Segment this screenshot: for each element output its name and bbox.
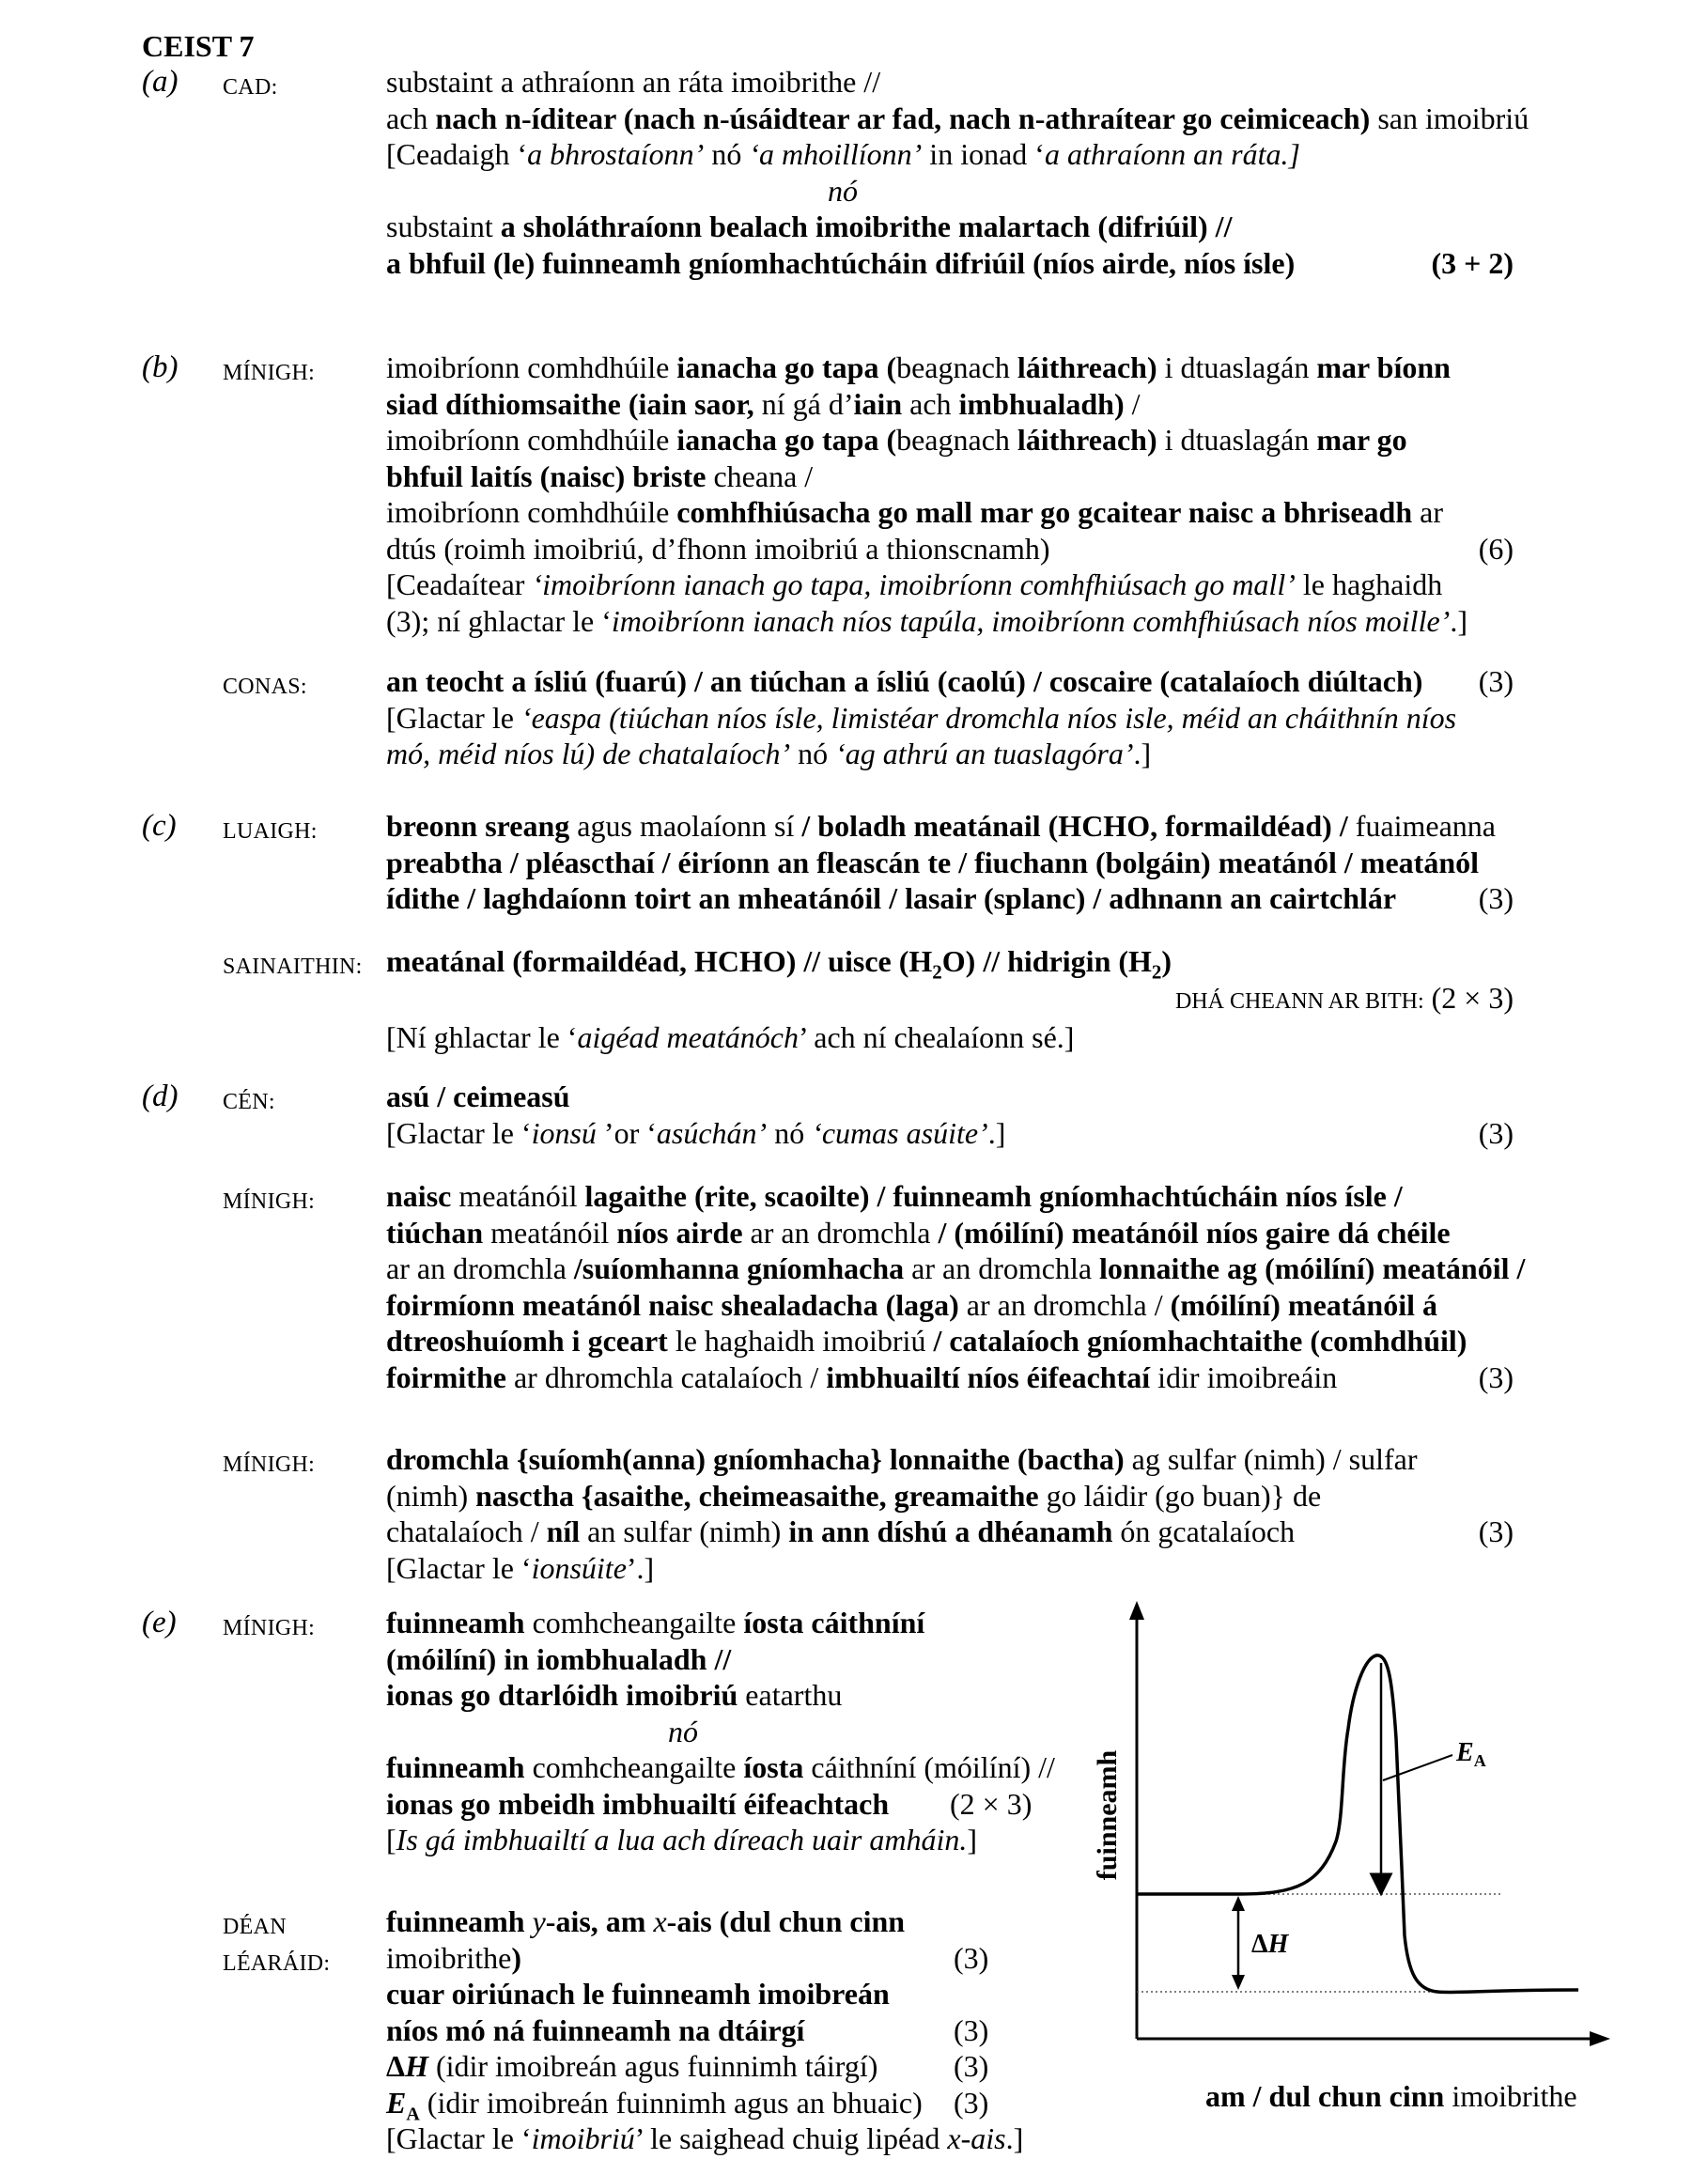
answer-line: [Ceadaigh ‘a bhrostaíonn’ nó ‘a mhoillíonn’ in ionad ‘a athraíonn an ráta.] (386, 137, 1300, 171)
answer-body (386, 663, 1598, 772)
answer-line: dromchla {suíomh(anna) gníomhacha} lonnaithe (bactha) ag sulfar (nimh) / sulfar (386, 1442, 1418, 1476)
answer-line: foirmithe ar dhromchla catalaíoch / imbhuailtí níos éifeachtaí idir imoibreáin (3) (386, 1359, 1514, 1394)
enthalpy-arrow-bottom (1232, 1975, 1245, 1990)
marks: (3) (1478, 1115, 1514, 1150)
answer-line: fuinneamh comhcheangailte íosta cáithníní (386, 1606, 925, 1639)
marks: (6) (1478, 531, 1514, 566)
answer-body (386, 1178, 1598, 1395)
keyword-conas: CONAS: (223, 675, 307, 699)
answer-line: preabtha / pléascthaí / éiríonn an fleascán te / fiuchann (bolgáin) meatánól / meatánól (386, 845, 1479, 879)
reaction-curve (1137, 1655, 1578, 1993)
keyword-luaigh: LUAIGH: (223, 819, 318, 844)
answer-body (386, 349, 1598, 639)
marks: (3) (1478, 1514, 1514, 1548)
answer-body (386, 1605, 1100, 1858)
marks: (3) (954, 1940, 989, 1975)
answer-line: ionas go mbeidh imbhuailtí éifeachtach (2 × 3) (386, 1786, 1033, 1821)
answer-line: cuar oiriúnach le fuinneamh imoibreán (386, 1977, 890, 2011)
keyword-dean: DÉAN (223, 1915, 287, 1939)
part-letter: (b) (142, 350, 179, 384)
answer-line: siad díthiomsaithe (iain saor, ní gá d’iain ach imbhualadh) / (386, 386, 1141, 421)
answer-line: imoibríonn comhdhúile ianacha go tapa (beagnach láithreach) i dtuaslagán mar go (386, 423, 1407, 457)
keyword-minigh: MÍNIGH: (223, 1452, 316, 1477)
answer-line: an teocht a ísliú (fuarú) / an tiúchan a ísliú (caolú) / coscaire (catalaíoch diúltach) (3) (386, 664, 1514, 698)
answer-line: DHÁ CHEANN AR BITH: (2 × 3) (1174, 980, 1514, 1015)
answer-line: [Glactar le ‘easpa (tiúchan níos ísle, limistéar dromchla níos isle, méid an cháithnín níos (386, 700, 1457, 735)
activation-energy-leader (1383, 1755, 1452, 1780)
answer-body (386, 1441, 1598, 1586)
answer-line: dtreoshuíomh i gceart le haghaidh imoibriú / catalaíoch gníomhachtaithe (comhdhúil) (386, 1324, 1467, 1358)
or-separator: nó (828, 173, 858, 208)
answer-line: [Ceadaítear ‘imoibríonn ianach go tapa, imoibríonn comhfhiúsach go mall’ le haghaidh (386, 567, 1443, 601)
answer-body (386, 943, 1598, 1056)
marks: (3) (954, 2012, 989, 2047)
energy-profile-diagram (1090, 1597, 1616, 2105)
answer-line: tiúchan meatánóil níos airde ar an dromchla / (móilíní) meatánóil níos gaire dá chéile (386, 1215, 1451, 1250)
answer-line: asú / ceimeasú (386, 1080, 570, 1113)
answer-line: mó, méid níos lú) de chatalaíoch’ nó ‘ag athrú an tuaslagóra’.] (386, 737, 1152, 770)
answer-line: [Glactar le ‘ionsú ’or ‘asúchán’ nó ‘cumas asúite’.] (3) (386, 1115, 1514, 1150)
part-letter: (e) (142, 1606, 177, 1639)
part-letter: (a) (142, 65, 179, 99)
answer-line: [Glactar le ‘ionsúite’.] (386, 1550, 655, 1585)
answer-line: substaint a sholáthraíonn bealach imoibrithe malartach (difriúil) // (386, 210, 1233, 243)
keyword-minigh: MÍNIGH: (223, 1616, 316, 1640)
part-letter: (d) (142, 1080, 179, 1113)
answer-line: imoibríonn comhdhúile comhfhiúsacha go mall mar go gcaitear naisc a bhriseadh ar (386, 495, 1443, 529)
keyword-leaaraid: LÉARÁID: (223, 1951, 331, 1976)
answer-line: ídithe / laghdaíonn toirt an mheatánóil / lasair (splanc) / adhnann an cairtchlár (3) (386, 881, 1514, 915)
question-title: CEIST 7 (142, 29, 255, 63)
x-axis-label: am / dul chun cinn imoibrithe (1205, 2079, 1577, 2113)
marks: (2 × 3) (950, 1786, 1033, 1821)
answer-line: (nimh) nasctha {asaithe, cheimeasaithe, greamaithe go láidir (go buan)} de (386, 1478, 1322, 1513)
answer-body (386, 64, 1598, 281)
answer-line: ar an dromchla /suíomhanna gníomhacha ar an dromchla lonnaithe ag (móilíní) meatánóil / (386, 1251, 1526, 1285)
answer-line: ach nach n-íditear (nach n-úsáidtear ar fad, nach n-athraítear go ceimiceach) san imoibriú (386, 101, 1529, 135)
keyword-minigh: MÍNIGH: (223, 1189, 316, 1214)
enthalpy-change-label: ΔH (1251, 1930, 1289, 1959)
answer-line: meatánal (formaildéad, HCHO) // uisce $(H_2O)$ // hidrigin $(H_2)$ (386, 944, 1172, 984)
marks: (3 + 2) (1431, 245, 1514, 280)
answer-line: substaint a athraíonn an ráta imoibrithe // (386, 65, 881, 99)
answer-line: [Is gá imbhuailtí a lua ach díreach uair amháin.] (386, 1823, 977, 1856)
answer-body (386, 1079, 1598, 1151)
keyword-minigh: MÍNIGH: (223, 361, 316, 385)
enthalpy-arrow-top (1232, 1896, 1245, 1911)
marks: (3) (1478, 1359, 1514, 1394)
answer-line: imoibrithe) (3) (386, 1940, 989, 1975)
x-axis-arrowhead (1590, 2031, 1610, 2046)
marks: (3) (1478, 881, 1514, 915)
answer-line: [Ní ghlactar le ‘aigéad meatánóch’ ach ní chealaíonn sé.] (386, 1020, 1075, 1054)
marks: (3) (1478, 664, 1514, 698)
answer-line: naisc meatánóil lagaithe (rite, scaoilte) / fuinneamh gníomhachtúcháin níos ísle / (386, 1179, 1403, 1213)
marks: (3) (954, 2085, 989, 2120)
y-axis-arrowhead (1129, 1601, 1144, 1620)
answer-body (386, 1903, 1100, 2157)
keyword-cad: CAD: (223, 75, 278, 100)
answer-line: [Glactar le ‘imoibriú’ le saighead chuig lipéad x-ais.] (386, 2121, 1024, 2155)
answer-body (386, 808, 1598, 917)
marks: (3) (954, 2049, 989, 2083)
answer-line: (móilíní) in iombhualadh // (386, 1641, 732, 1676)
answer-line: ΔH (idir imoibreán agus fuinnimh táirgí) (3) (386, 2049, 989, 2083)
answer-line: foirmíonn meatánól naisc shealadacha (laga) ar an dromchla / (móilíní) meatánóil á (386, 1287, 1437, 1322)
answer-line: níos mó ná fuinneamh na dtáirgí (3) (386, 2012, 989, 2047)
answer-line: a bhfuil (le) fuinneamh gníomhachtúcháin difriúil (níos airde, níos ísle) (3 + 2) (386, 245, 1514, 280)
or-separator: nó (668, 1714, 698, 1748)
answer-line: chatalaíoch / níl an sulfar (nimh) in ann díshú a dhéanamh ón gcatalaíoch (3) (386, 1514, 1514, 1548)
answer-line: dtús (roimh imoibriú, d’fhonn imoibriú a thionscnamh) (6) (386, 531, 1514, 566)
answer-line: $E_A$ (idir imoibreán fuinnimh agus an bhuaic) (3) (386, 2085, 989, 2124)
answer-line: ionas go dtarlóidh imoibriú eatarthu (386, 1678, 843, 1712)
answer-line: (3); ní ghlactar le ‘imoibríonn ianach níos tapúla, imoibríonn comhfhiúsach níos moille’.] (386, 603, 1467, 638)
keyword-cen: CÉN: (223, 1090, 275, 1114)
y-axis-label: fuinneamh (1092, 1749, 1123, 1881)
answer-line: imoibríonn comhdhúile ianacha go tapa (beagnach láithreach) i dtuaslagán mar bíonn (386, 350, 1451, 384)
part-letter: (c) (142, 809, 177, 843)
activation-energy-label: $E_A$ (1456, 1738, 1486, 1770)
keyword-sainaithin: SAINAITHIN: (223, 955, 363, 979)
answer-line: bhfuil laitís (naisc) briste cheana / (386, 458, 814, 493)
answer-line: fuinneamh comhcheangailte íosta cáithníní (móilíní) // (386, 1750, 1055, 1784)
answer-line: breonn sreang agus maolaíonn sí / boladh meatánail (HCHO, formaildéad) / fuaimeanna (386, 809, 1496, 843)
answer-line: fuinneamh y-ais, am x-ais (dul chun cinn (386, 1904, 906, 1938)
